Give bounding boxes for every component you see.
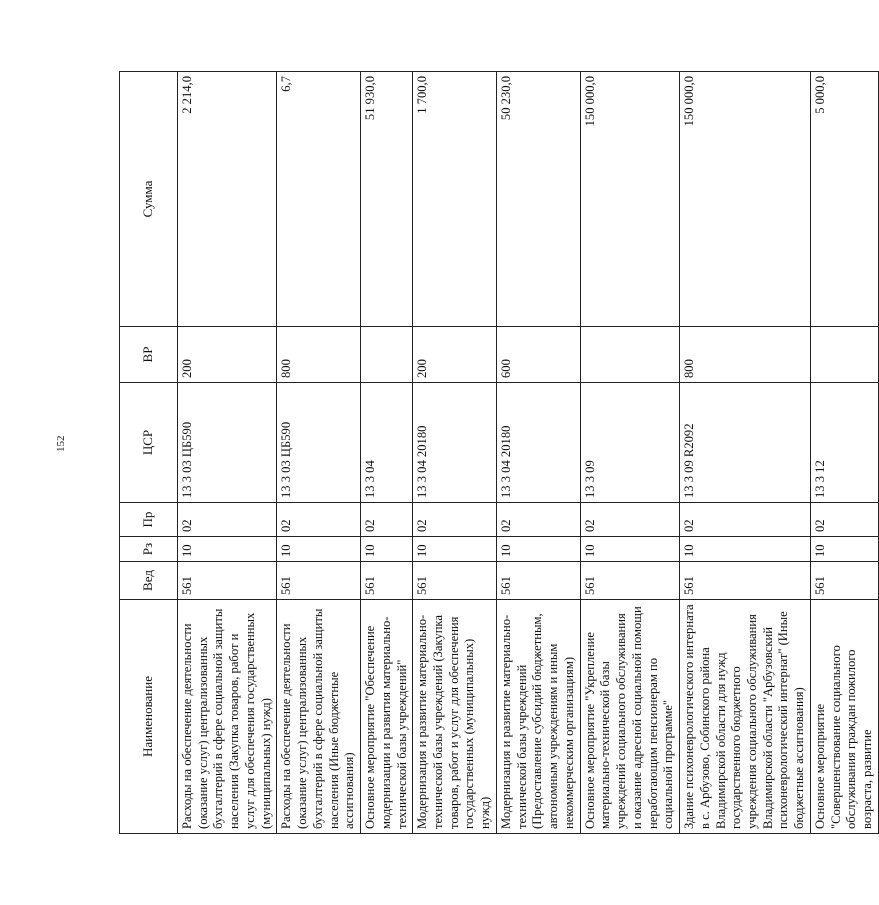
cell-pr: 02 — [580, 503, 679, 537]
cell-ved: 561 — [361, 562, 413, 600]
table-row — [496, 72, 580, 834]
cell-sum: 150 000,0 — [680, 72, 811, 327]
cell-sum: 51 930,0 — [361, 72, 413, 327]
cell-sum: 150 000,0 — [580, 72, 679, 327]
cell-name: Основное мероприятие "Совершенствование социального обслуживания граждан пожилого возраста, развитие — [810, 600, 878, 834]
cell-vr: 800 — [680, 327, 811, 383]
cell-csr: 13 3 04 — [361, 383, 413, 503]
header-name: Наименование — [120, 600, 178, 834]
cell-ved: 561 — [810, 562, 878, 600]
header-sum: Сумма — [120, 72, 178, 327]
cell-csr: 13 3 09 — [580, 383, 679, 503]
cell-vr: 200 — [413, 327, 497, 383]
cell-pr: 02 — [178, 503, 277, 537]
cell-ved: 561 — [413, 562, 497, 600]
cell-csr: 13 3 04 20180 — [413, 383, 497, 503]
page-number: 152 — [55, 435, 67, 452]
cell-name: Основное мероприятие "Обеспечение модернизации и развития материально-технической базы учреждений" — [361, 600, 413, 834]
cell-rz: 10 — [496, 537, 580, 562]
header-csr: ЦСР — [120, 383, 178, 503]
cell-pr: 02 — [413, 503, 497, 537]
cell-csr: 13 3 04 20180 — [496, 383, 580, 503]
cell-csr: 13 3 12 — [810, 383, 878, 503]
cell-pr: 02 — [680, 503, 811, 537]
cell-rz: 10 — [277, 537, 361, 562]
cell-csr: 13 3 03 ЦБ590 — [178, 383, 277, 503]
rotated-table-container — [119, 72, 875, 834]
cell-rz: 10 — [178, 537, 277, 562]
cell-csr: 13 3 03 ЦБ590 — [277, 383, 361, 503]
cell-ved: 561 — [178, 562, 277, 600]
cell-csr: 13 3 09 R2092 — [680, 383, 811, 503]
cell-name: Модернизация и развитие материально-технической базы учреждений (Предоставление субсидий бюджетным, автономным учреждениям и иным некоммерческим организациям) — [496, 600, 580, 834]
table-header-row — [120, 72, 178, 834]
table-row — [580, 72, 679, 834]
cell-ved: 561 — [680, 562, 811, 600]
cell-name: Основное мероприятие "Укрепление материально-технической базы учреждений социального обслуживания и оказание адресной социальной помощи неработающим пенсионерам по социальной программе" — [580, 600, 679, 834]
cell-vr: 800 — [277, 327, 361, 383]
table-row — [413, 72, 497, 834]
table-row — [178, 72, 277, 834]
cell-ved: 561 — [580, 562, 679, 600]
table-row — [810, 72, 878, 834]
cell-sum: 50 230,0 — [496, 72, 580, 327]
header-vr: ВР — [120, 327, 178, 383]
header-ved: Вед — [120, 562, 178, 600]
cell-ved: 561 — [496, 562, 580, 600]
cell-pr: 02 — [361, 503, 413, 537]
budget-table — [119, 71, 879, 834]
cell-name: Расходы на обеспечение деятельности (оказание услуг) централизованных бухгалтерий в сфере социальной защиты населения (Иные бюджетные ассигнования) — [277, 600, 361, 834]
cell-sum: 5 000,0 — [810, 72, 878, 327]
cell-rz: 10 — [413, 537, 497, 562]
table-row — [277, 72, 361, 834]
table-row — [680, 72, 811, 834]
cell-name: Здание психоневрологического интерната в с. Арбузово, Собинского района Владимирской области для нужд государственного бюджетного учреждения социального обслуживания Владимирской области "Арбузовский психоневрологический интернат" (Иные бюджетные ассигнования) — [680, 600, 811, 834]
cell-vr: 200 — [178, 327, 277, 383]
cell-vr — [810, 327, 878, 383]
header-rz: Рз — [120, 537, 178, 562]
table-row — [361, 72, 413, 834]
cell-sum: 2 214,0 — [178, 72, 277, 327]
cell-rz: 10 — [810, 537, 878, 562]
cell-sum: 6,7 — [277, 72, 361, 327]
cell-vr — [361, 327, 413, 383]
cell-pr: 02 — [496, 503, 580, 537]
cell-name: Модернизация и развитие материально-технической базы учреждений (Закупка товаров, работ и услуг для обеспечения государственных (муниципальных) нужд) — [413, 600, 497, 834]
cell-vr — [580, 327, 679, 383]
cell-rz: 10 — [361, 537, 413, 562]
cell-rz: 10 — [580, 537, 679, 562]
cell-name: Расходы на обеспечение деятельности (оказание услуг) централизованных бухгалтерий в сфере социальной защиты населения (Закупка товаров, работ и услуг для обеспечения государственных (муниципальных) нужд) — [178, 600, 277, 834]
cell-sum: 1 700,0 — [413, 72, 497, 327]
cell-pr: 02 — [277, 503, 361, 537]
cell-pr: 02 — [810, 503, 878, 537]
cell-ved: 561 — [277, 562, 361, 600]
cell-vr: 600 — [496, 327, 580, 383]
cell-rz: 10 — [680, 537, 811, 562]
header-pr: Пр — [120, 503, 178, 537]
